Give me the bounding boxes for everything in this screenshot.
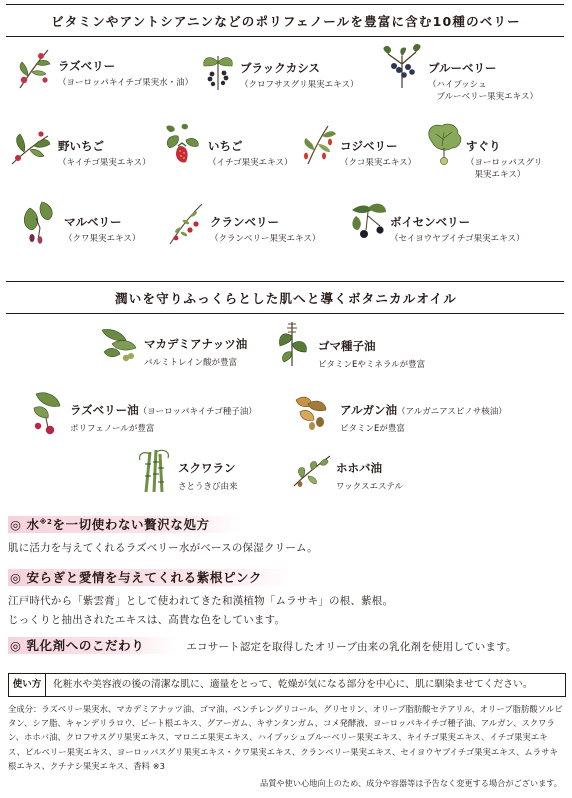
oil-sesame [318, 338, 425, 370]
oil-sub: ワックスエステル [336, 482, 403, 492]
oil-argan [340, 402, 507, 434]
feature-water-heading-b: を一切使わない贅沢な処方 [52, 517, 210, 532]
berry-sub: （ヨーロッパキイチゴ果実水・油） [58, 78, 194, 88]
oil-name: アルガン油 [340, 403, 398, 417]
oil-name: ホホバ油 [336, 461, 382, 475]
berry-boysenberry [390, 214, 524, 245]
macadamia-icon [98, 322, 140, 364]
jojoba-icon [290, 450, 334, 490]
disclaimer-note: 品質や使い心地向上のため、成分や容器等は予告なく変更する場合がございます。 [260, 778, 562, 788]
ingredients-list: 全成分：ラズベリー果実水、マカデミアナッツ油、ゴマ油、ペンチレングリコール、グリセリン、オリーブ脂肪酸セテアリル、オリーブ脂肪酸ソルビタン、シア脂、キャンデリラロウ、ビート根エキス、グアーガム、キサンタンガム、コメ発酵液、ヨーロッパキイチゴ種子油、アルガン、スクワラン、ホホバ油、クロフサスグリ果実エキス、マロニエ果実エキス、ハイブッシュブルーベリー果実エキス、キイチゴ果実エキス、イチゴ果実エキス、ビルベリー果実エキス、ヨーロッパスグリ果実エキス・クワ果実エキス、クランベリー果実エキス、セイヨウヤブイチゴ果実エキス、ムラサキ根エキス、クチナシ果実エキス、香料 ※3 [8, 704, 563, 771]
berry-cranberry [210, 214, 320, 245]
berry-sub: （キイチゴ果実エキス） [58, 158, 151, 168]
berry-gooseberry [466, 138, 542, 181]
feature-emulsifier-text: エコサート認定を取得したオリーブ由来の乳化剤を使用しています。 [186, 641, 517, 653]
sugarcane-icon [136, 448, 172, 494]
oil-macadamia [144, 336, 247, 368]
oils-top-rule [6, 281, 564, 282]
oil-sub: ポリフェノールが豊富 [70, 424, 155, 434]
berry-name: ボイセンベリー [390, 215, 471, 229]
oil-name: ラズベリー油 [70, 403, 139, 417]
sesame-icon [272, 318, 312, 368]
oil-note: （ヨーロッパキイチゴ種子油） [138, 407, 257, 417]
raspberry-oil-icon [28, 388, 66, 436]
usage-text: 化粧水や美容液の後の清潔な肌に、適量をとって、乾燥が気になる部分を中心に、肌に馴染ませてください。 [53, 679, 533, 690]
mulberry-icon [18, 198, 58, 246]
feature-pink-heading-text: ◎ 安らぎと愛情を与えてくれる紫根ピンク [8, 569, 292, 586]
berry-sub: （ヨーロッパスグリ 果実エキス） [466, 158, 543, 180]
feature-emulsifier-heading [8, 636, 517, 654]
oil-name: スクワラン [178, 461, 236, 475]
raspberry-icon [14, 46, 54, 90]
berry-sub: （セイヨウヤブイチゴ果実エキス） [390, 234, 525, 244]
berry-mulberry [64, 214, 140, 245]
berry-name: ブラックカシス [240, 61, 320, 75]
berry-sub: （クワ果実エキス） [64, 234, 141, 244]
berries-title: ビタミンやアントシアニンなどのポリフェノールを豊富に含む10種のベリー [51, 14, 521, 29]
oil-name: ゴマ種子油 [318, 339, 376, 353]
oil-sub: ビタミンEやミネラルが豊富 [318, 360, 426, 370]
top-rule [6, 4, 564, 5]
feature-emulsifier-heading-text: ◎ 乳化剤へのこだわり [8, 637, 174, 654]
berry-name: ラズベリー [58, 59, 116, 73]
feature-water-heading-a: ◎ 水 [10, 517, 40, 532]
berry-wild-strawberry [58, 138, 151, 169]
berry-sub: （クロフサスグリ果実エキス） [240, 80, 359, 90]
strawberry-icon [160, 124, 204, 166]
feature-water-text: 肌に活力を与えてくれるラズベリー水がベースの保湿クリーム。 [8, 542, 318, 554]
berry-name: クランベリー [210, 215, 279, 229]
feature-water-heading [8, 515, 240, 533]
berry-name: いちご [208, 139, 243, 153]
berry-name: すぐり [466, 139, 501, 153]
oil-sub: さとうきび由来 [178, 482, 238, 492]
argan-icon [290, 390, 330, 432]
boysenberry-icon [346, 200, 390, 244]
oil-jojoba [336, 460, 403, 492]
usage-label: 使い方 [9, 674, 46, 696]
berry-strawberry [208, 138, 293, 169]
cranberry-icon [164, 200, 208, 246]
wild-strawberry-icon [8, 126, 52, 166]
berry-name: コジベリー [340, 139, 398, 153]
footnote-mark: ※2 [39, 517, 53, 526]
feature-pink-line1: 江戸時代から「紫雲膏」として使われてきた和漢植物「ムラサキ」の根、紫根。 [8, 595, 394, 607]
berry-blackcurrant [240, 60, 359, 91]
berry-name: 野いちご [58, 139, 104, 153]
oil-sub: パルミトレイン酸が豊富 [144, 358, 238, 368]
berry-name: マルベリー [64, 215, 122, 229]
berry-raspberry [58, 58, 193, 89]
goji-berry-icon [298, 122, 338, 166]
berry-goji [340, 138, 416, 169]
feature-pink-heading [8, 568, 292, 586]
berry-sub: （イチゴ果実エキス） [208, 158, 293, 168]
berry-sub: （クコ果実エキス） [340, 158, 417, 168]
berries-title-rule [6, 36, 564, 37]
berry-sub: （ハイブッシュ ブルーベリー果実エキス） [428, 80, 538, 102]
usage-box [8, 673, 566, 697]
berry-name: ブルーベリー [428, 61, 497, 75]
oil-note: （アルガニアスピノサ核油） [397, 407, 507, 417]
oils-title: 潤いを守りふっくらとした肌へと導くボタニカルオイル [115, 291, 457, 306]
blackcurrant-icon [198, 48, 238, 92]
berry-blueberry [428, 60, 538, 103]
blueberry-icon [380, 44, 424, 90]
oil-sub: ビタミンEが豊富 [340, 424, 405, 434]
berry-sub: （クランベリー果実エキス） [210, 234, 321, 244]
gooseberry-icon [424, 122, 464, 166]
oil-name: マカデミアナッツ油 [144, 337, 248, 351]
oils-title-rule [6, 313, 564, 314]
feature-pink-line2: じっくりと抽出されたエキスは、高貴な色をしています。 [8, 614, 286, 626]
oil-squalane [178, 460, 238, 492]
oil-raspberry [70, 402, 257, 434]
